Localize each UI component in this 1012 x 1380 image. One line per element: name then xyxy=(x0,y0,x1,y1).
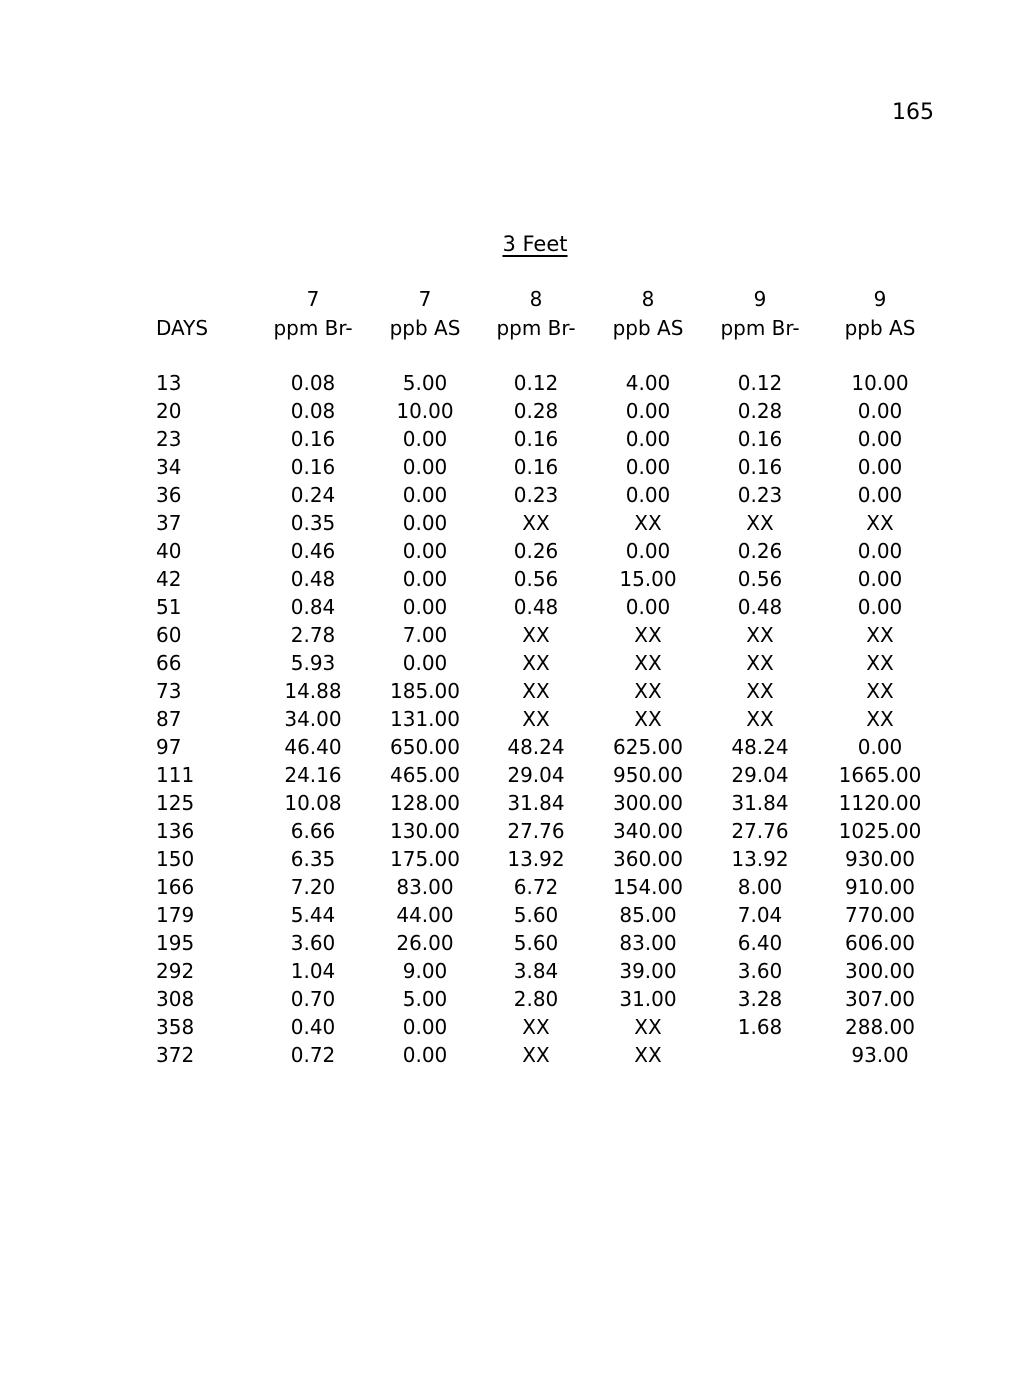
cell-value: 6.72 xyxy=(513,875,559,899)
cell-value: 1.68 xyxy=(737,1015,783,1039)
cell-value: 48.24 xyxy=(507,735,565,759)
table-row xyxy=(140,873,944,901)
page-number: 165 xyxy=(892,100,934,125)
cell-value: XX xyxy=(522,1015,550,1039)
cell-value: 0.72 xyxy=(290,1043,336,1067)
table-row xyxy=(140,761,944,789)
table-row xyxy=(140,789,944,817)
cell-value: 0.00 xyxy=(402,595,448,619)
cell-value: 1120.00 xyxy=(838,791,922,815)
cell-days: 66 xyxy=(156,651,182,675)
cell-value: 0.16 xyxy=(290,455,336,479)
cell-value: 340.00 xyxy=(613,819,683,843)
cell-value: XX xyxy=(634,679,662,703)
cell-days: 372 xyxy=(156,1043,195,1067)
cell-value: XX xyxy=(866,651,894,675)
table-row xyxy=(140,453,944,481)
header-spacer xyxy=(140,343,944,369)
cell-value: 13.92 xyxy=(731,847,789,871)
table-row xyxy=(140,425,944,453)
cell-value: 27.76 xyxy=(507,819,565,843)
cell-value: 48.24 xyxy=(731,735,789,759)
cell-days: 179 xyxy=(156,903,195,927)
cell-value: 0.08 xyxy=(290,399,336,423)
cell-value: 770.00 xyxy=(845,903,915,927)
cell-value: 930.00 xyxy=(845,847,915,871)
header-well-col-4: 8 xyxy=(641,287,655,311)
table-header xyxy=(140,285,944,343)
cell-value: 2.78 xyxy=(290,623,336,647)
table-row xyxy=(140,817,944,845)
cell-value: 288.00 xyxy=(845,1015,915,1039)
table-row xyxy=(140,369,944,397)
cell-days: 34 xyxy=(156,455,182,479)
cell-value: 3.84 xyxy=(513,959,559,983)
cell-value: XX xyxy=(522,651,550,675)
cell-value: 0.00 xyxy=(402,539,448,563)
cell-value: XX xyxy=(522,707,550,731)
cell-value: 360.00 xyxy=(613,847,683,871)
table-body xyxy=(140,343,944,1069)
cell-value: 24.16 xyxy=(284,763,342,787)
header-unit-col-3: ppm Br- xyxy=(496,316,576,340)
cell-days: 97 xyxy=(156,735,182,759)
cell-days: 40 xyxy=(156,539,182,563)
cell-value: 5.00 xyxy=(402,371,448,395)
cell-value: 15.00 xyxy=(619,567,677,591)
cell-value: 625.00 xyxy=(613,735,683,759)
cell-days: 136 xyxy=(156,819,195,843)
cell-value: 0.40 xyxy=(290,1015,336,1039)
cell-value: 0.16 xyxy=(513,455,559,479)
cell-value: 0.00 xyxy=(625,427,671,451)
table-row xyxy=(140,621,944,649)
cell-value: 0.00 xyxy=(402,1015,448,1039)
cell-value: 0.48 xyxy=(737,595,783,619)
cell-value: 950.00 xyxy=(613,763,683,787)
cell-days: 37 xyxy=(156,511,182,535)
cell-days: 308 xyxy=(156,987,195,1011)
table-row xyxy=(140,1041,944,1069)
cell-value: 0.23 xyxy=(737,483,783,507)
cell-value: 29.04 xyxy=(731,763,789,787)
cell-value: 606.00 xyxy=(845,931,915,955)
cell-days: 60 xyxy=(156,623,182,647)
header-well-col-3: 8 xyxy=(529,287,543,311)
cell-value: 31.84 xyxy=(507,791,565,815)
cell-value: 0.00 xyxy=(857,735,903,759)
cell-days: 20 xyxy=(156,399,182,423)
cell-value: 9.00 xyxy=(402,959,448,983)
cell-value: 0.48 xyxy=(290,567,336,591)
header-unit-col-4: ppb AS xyxy=(612,316,684,340)
cell-value: 31.84 xyxy=(731,791,789,815)
cell-days: 150 xyxy=(156,847,195,871)
table-row xyxy=(140,677,944,705)
cell-days: 125 xyxy=(156,791,195,815)
cell-value: XX xyxy=(746,679,774,703)
cell-value: 0.28 xyxy=(513,399,559,423)
table-row xyxy=(140,929,944,957)
cell-value: 29.04 xyxy=(507,763,565,787)
cell-value: 128.00 xyxy=(390,791,460,815)
cell-value: 0.12 xyxy=(513,371,559,395)
header-well-col-1: 7 xyxy=(306,287,320,311)
cell-value: 26.00 xyxy=(396,931,454,955)
cell-value: XX xyxy=(746,707,774,731)
table-row xyxy=(140,705,944,733)
table-row xyxy=(140,957,944,985)
cell-value: 0.70 xyxy=(290,987,336,1011)
cell-value: 10.08 xyxy=(284,791,342,815)
cell-value: 5.00 xyxy=(402,987,448,1011)
table-row xyxy=(140,593,944,621)
cell-value: 0.16 xyxy=(737,455,783,479)
cell-value: XX xyxy=(634,1043,662,1067)
cell-value: 5.44 xyxy=(290,903,336,927)
header-row-well-ids xyxy=(140,285,944,313)
cell-value: 83.00 xyxy=(396,875,454,899)
cell-value: 0.00 xyxy=(402,651,448,675)
table-row xyxy=(140,509,944,537)
table-row xyxy=(140,733,944,761)
cell-value: 0.26 xyxy=(737,539,783,563)
header-unit-col-6: ppb AS xyxy=(844,316,916,340)
cell-value: 0.23 xyxy=(513,483,559,507)
table-row xyxy=(140,537,944,565)
cell-value: 650.00 xyxy=(390,735,460,759)
data-table xyxy=(140,285,944,1069)
cell-value: 1.04 xyxy=(290,959,336,983)
header-unit-col-5: ppm Br- xyxy=(720,316,800,340)
cell-value: 6.66 xyxy=(290,819,336,843)
cell-value: 910.00 xyxy=(845,875,915,899)
cell-value: XX xyxy=(522,623,550,647)
cell-value: 0.00 xyxy=(857,427,903,451)
cell-value: XX xyxy=(746,651,774,675)
cell-days: 51 xyxy=(156,595,182,619)
header-unit-col-1: ppm Br- xyxy=(273,316,353,340)
header-well-col-2: 7 xyxy=(418,287,432,311)
cell-value: 0.00 xyxy=(402,427,448,451)
cell-value: 465.00 xyxy=(390,763,460,787)
cell-value: XX xyxy=(522,679,550,703)
header-row-units xyxy=(140,313,944,343)
cell-days: 166 xyxy=(156,875,195,899)
cell-value: XX xyxy=(866,511,894,535)
cell-value: 4.00 xyxy=(625,371,671,395)
cell-value: XX xyxy=(866,623,894,647)
cell-days: 87 xyxy=(156,707,182,731)
cell-value: 0.00 xyxy=(857,595,903,619)
table-title: 3 Feet xyxy=(502,232,568,256)
cell-value: 0.28 xyxy=(737,399,783,423)
table-row xyxy=(140,565,944,593)
table-row xyxy=(140,481,944,509)
cell-value: 307.00 xyxy=(845,987,915,1011)
cell-days: 73 xyxy=(156,679,182,703)
cell-value: XX xyxy=(634,1015,662,1039)
cell-value: XX xyxy=(634,707,662,731)
cell-value: XX xyxy=(634,651,662,675)
cell-value: 39.00 xyxy=(619,959,677,983)
cell-value: 154.00 xyxy=(613,875,683,899)
cell-days: 13 xyxy=(156,371,182,395)
cell-value: 0.16 xyxy=(290,427,336,451)
cell-value: XX xyxy=(746,511,774,535)
cell-value: 0.00 xyxy=(402,567,448,591)
cell-days: 111 xyxy=(156,763,195,787)
cell-value: 7.20 xyxy=(290,875,336,899)
header-well-col-5: 9 xyxy=(753,287,767,311)
cell-value: 0.46 xyxy=(290,539,336,563)
cell-value: 85.00 xyxy=(619,903,677,927)
cell-value: XX xyxy=(634,623,662,647)
cell-value: 1025.00 xyxy=(838,819,922,843)
cell-value: 0.00 xyxy=(857,567,903,591)
table-row xyxy=(140,649,944,677)
cell-value: XX xyxy=(522,1043,550,1067)
cell-value: 0.35 xyxy=(290,511,336,535)
cell-value: XX xyxy=(866,679,894,703)
cell-value: 44.00 xyxy=(396,903,454,927)
cell-value: 1665.00 xyxy=(838,763,922,787)
cell-value: 131.00 xyxy=(390,707,460,731)
cell-value: XX xyxy=(634,511,662,535)
cell-value: 0.48 xyxy=(513,595,559,619)
cell-value: 0.84 xyxy=(290,595,336,619)
cell-value: XX xyxy=(522,511,550,535)
cell-value: 185.00 xyxy=(390,679,460,703)
cell-value: XX xyxy=(866,707,894,731)
cell-value: 14.88 xyxy=(284,679,342,703)
cell-value: 0.00 xyxy=(625,455,671,479)
cell-value: 0.00 xyxy=(402,455,448,479)
cell-value: 0.26 xyxy=(513,539,559,563)
table-row xyxy=(140,397,944,425)
cell-value: 34.00 xyxy=(284,707,342,731)
header-well-days xyxy=(140,285,256,313)
cell-value: 10.00 xyxy=(851,371,909,395)
cell-value: 7.00 xyxy=(402,623,448,647)
cell-value: 27.76 xyxy=(731,819,789,843)
header-days: DAYS xyxy=(156,316,209,340)
cell-value: 0.00 xyxy=(625,539,671,563)
cell-value: 130.00 xyxy=(390,819,460,843)
cell-value: 0.00 xyxy=(857,483,903,507)
cell-value: 300.00 xyxy=(845,959,915,983)
cell-value: 0.00 xyxy=(402,511,448,535)
cell-value: 3.60 xyxy=(290,931,336,955)
cell-value: 3.60 xyxy=(737,959,783,983)
header-well-col-6: 9 xyxy=(873,287,887,311)
cell-value: 5.93 xyxy=(290,651,336,675)
cell-value: 0.00 xyxy=(857,399,903,423)
cell-value: 10.00 xyxy=(396,399,454,423)
cell-value: 0.16 xyxy=(737,427,783,451)
cell-value: 0.24 xyxy=(290,483,336,507)
cell-value: 93.00 xyxy=(851,1043,909,1067)
cell-value: 13.92 xyxy=(507,847,565,871)
cell-value: 3.28 xyxy=(737,987,783,1011)
cell-value: 0.00 xyxy=(625,483,671,507)
cell-days: 23 xyxy=(156,427,182,451)
cell-value: 0.16 xyxy=(513,427,559,451)
cell-value xyxy=(704,1041,816,1069)
cell-value: 0.00 xyxy=(402,1043,448,1067)
cell-value: 0.00 xyxy=(625,595,671,619)
cell-value: XX xyxy=(746,623,774,647)
cell-value: 2.80 xyxy=(513,987,559,1011)
cell-value: 0.00 xyxy=(625,399,671,423)
cell-value: 0.56 xyxy=(737,567,783,591)
cell-value: 31.00 xyxy=(619,987,677,1011)
cell-value: 5.60 xyxy=(513,903,559,927)
cell-value: 0.00 xyxy=(857,539,903,563)
header-unit-col-2: ppb AS xyxy=(389,316,461,340)
cell-value: 6.40 xyxy=(737,931,783,955)
cell-value: 5.60 xyxy=(513,931,559,955)
cell-days: 42 xyxy=(156,567,182,591)
cell-value: 0.12 xyxy=(737,371,783,395)
cell-value: 0.08 xyxy=(290,371,336,395)
cell-value: 7.04 xyxy=(737,903,783,927)
cell-value: 0.00 xyxy=(402,483,448,507)
table-row xyxy=(140,901,944,929)
cell-value: 83.00 xyxy=(619,931,677,955)
cell-days: 292 xyxy=(156,959,195,983)
cell-value: 0.56 xyxy=(513,567,559,591)
cell-value: 175.00 xyxy=(390,847,460,871)
table-row xyxy=(140,1013,944,1041)
cell-value: 300.00 xyxy=(613,791,683,815)
cell-days: 358 xyxy=(156,1015,195,1039)
cell-value: 0.00 xyxy=(857,455,903,479)
table-row xyxy=(140,845,944,873)
cell-days: 36 xyxy=(156,483,182,507)
cell-value: 8.00 xyxy=(737,875,783,899)
cell-days: 195 xyxy=(156,931,195,955)
table-row xyxy=(140,985,944,1013)
cell-value: 6.35 xyxy=(290,847,336,871)
cell-value: 46.40 xyxy=(284,735,342,759)
